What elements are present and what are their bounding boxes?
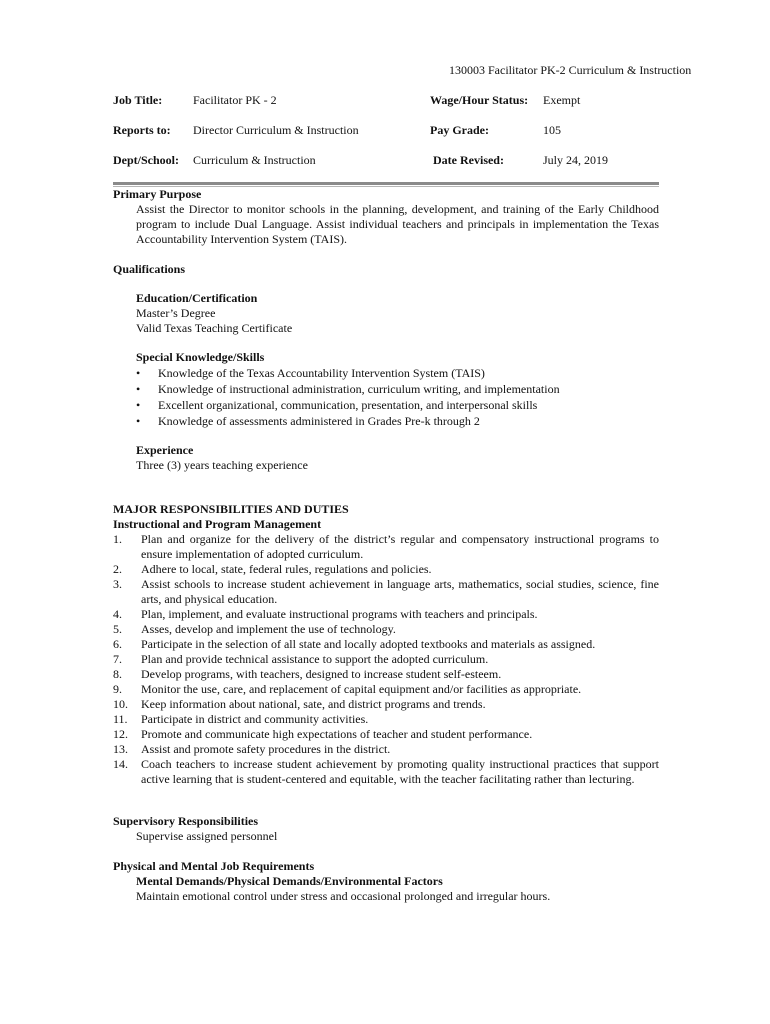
skills-list-item (113, 382, 659, 398)
document-id: 130003 Facilitator PK-2 Curriculum & Instruction (449, 63, 692, 77)
item-number: 5. (113, 622, 122, 636)
skills-list-item (113, 414, 659, 430)
bullet-icon: • (136, 414, 141, 428)
qualifications-heading: Qualifications (113, 262, 186, 276)
responsibility-item (113, 712, 659, 727)
experience-heading: Experience (136, 443, 194, 457)
item-number: 4. (113, 607, 122, 621)
item-number: 8. (113, 667, 122, 681)
header-row-dept (113, 153, 673, 168)
wage-status-label: Wage/Hour Status: (430, 93, 529, 107)
item-text: Assist schools to increase student achievement in language arts, mathematics, social studies, science, fine arts, and physical education. (141, 577, 659, 606)
qualifications-section (113, 262, 659, 277)
item-number: 6. (113, 637, 122, 651)
supervisory-section (113, 814, 659, 844)
item-text: Promote and communicate high expectations of teacher and student performance. (141, 727, 533, 741)
header-row-reports-to (113, 123, 673, 138)
physical-mental-heading: Physical and Mental Job Requirements (113, 859, 315, 873)
responsibility-item (113, 757, 659, 787)
item-text: Keep information about national, sate, and district programs and trends. (141, 697, 486, 711)
reports-to-value: Director Curriculum & Instruction (193, 123, 359, 137)
responsibility-item (113, 652, 659, 667)
experience-text: Three (3) years teaching experience (136, 458, 308, 472)
item-number: 13. (113, 742, 128, 756)
item-text: Assist and promote safety procedures in the district. (141, 742, 391, 756)
item-text: Develop programs, with teachers, designed to increase student self-esteem. (141, 667, 502, 681)
responsibility-item (113, 697, 659, 712)
skills-item-text: Knowledge of assessments administered in Grades Pre-k through 2 (158, 414, 480, 428)
pay-grade-label: Pay Grade: (430, 123, 489, 137)
job-title-value: Facilitator PK - 2 (193, 93, 277, 107)
education-section (113, 291, 659, 336)
item-text: Adhere to local, state, federal rules, regulations and policies. (141, 562, 432, 576)
responsibility-item (113, 682, 659, 697)
dept-school-label: Dept/School: (113, 153, 179, 167)
header-divider (113, 182, 659, 185)
responsibility-item (113, 637, 659, 652)
item-number: 3. (113, 577, 122, 591)
skills-section (113, 350, 659, 430)
item-number: 14. (113, 757, 128, 771)
responsibility-item (113, 742, 659, 757)
skills-item-text: Excellent organizational, communication, presentation, and interpersonal skills (158, 398, 538, 412)
dept-school-value: Curriculum & Instruction (193, 153, 316, 167)
primary-purpose-section (113, 187, 659, 247)
item-text: Participate in district and community activities. (141, 712, 369, 726)
item-text: Coach teachers to increase student achievement by promoting quality instructional practices that support active learning that is student-centered and equitable, with the teacher facilitating rather than lecturing. (141, 757, 659, 786)
physical-mental-subheading: Mental Demands/Physical Demands/Environmental Factors (136, 874, 443, 888)
item-number: 10. (113, 697, 128, 711)
skills-list (113, 366, 659, 430)
skills-item-text: Knowledge of instructional administration, curriculum writing, and implementation (158, 382, 560, 396)
responsibility-item (113, 532, 659, 562)
responsibility-item (113, 562, 659, 577)
job-title-label: Job Title: (113, 93, 163, 107)
skills-list-item (113, 398, 659, 414)
skills-item-text: Knowledge of the Texas Accountability Intervention System (TAIS) (158, 366, 485, 380)
responsibility-item (113, 607, 659, 622)
item-text: Participate in the selection of all state and locally adopted textbooks and materials as assigned. (141, 637, 596, 651)
supervisory-heading: Supervisory Responsibilities (113, 814, 259, 828)
bullet-icon: • (136, 382, 141, 396)
physical-mental-section (113, 859, 659, 904)
supervisory-text: Supervise assigned personnel (136, 829, 278, 843)
date-revised-label: Date Revised: (433, 153, 504, 167)
item-number: 9. (113, 682, 122, 696)
education-item: Master’s Degree (136, 306, 216, 320)
education-item: Valid Texas Teaching Certificate (136, 321, 293, 335)
responsibilities-heading: MAJOR RESPONSIBILITIES AND DUTIES (113, 502, 349, 516)
item-text: Plan, implement, and evaluate instructional programs with teachers and principals. (141, 607, 538, 621)
responsibilities-section (113, 502, 659, 787)
item-text: Plan and organize for the delivery of the district’s regular and compensatory instructional programs to ensure implementation of adopted curriculum. (141, 532, 659, 561)
responsibilities-subheading: Instructional and Program Management (113, 517, 322, 531)
date-revised-value: July 24, 2019 (543, 153, 609, 167)
item-text: Monitor the use, care, and replacement of capital equipment and/or facilities as appropriate. (141, 682, 582, 696)
item-number: 7. (113, 652, 122, 666)
item-number: 1. (113, 532, 122, 546)
wage-status-value: Exempt (543, 93, 581, 107)
item-text: Plan and provide technical assistance to support the adopted curriculum. (141, 652, 489, 666)
education-heading: Education/Certification (136, 291, 258, 305)
bullet-icon: • (136, 366, 141, 380)
skills-list-item (113, 366, 659, 382)
bullet-icon: • (136, 398, 141, 412)
physical-mental-text: Maintain emotional control under stress and occasional prolonged and irregular hours. (136, 889, 551, 903)
responsibilities-list (113, 532, 659, 787)
pay-grade-value: 105 (543, 123, 561, 137)
reports-to-label: Reports to: (113, 123, 171, 137)
responsibility-item (113, 577, 659, 607)
experience-section (113, 443, 659, 473)
item-number: 11. (113, 712, 128, 726)
responsibility-item (113, 727, 659, 742)
skills-heading: Special Knowledge/Skills (136, 350, 265, 364)
header-row-job-title (113, 93, 673, 108)
responsibility-item (113, 667, 659, 682)
item-number: 2. (113, 562, 122, 576)
responsibility-item (113, 622, 659, 637)
item-text: Asses, develop and implement the use of technology. (141, 622, 396, 636)
primary-purpose-text: Assist the Director to monitor schools in the planning, development, and training of the Early Childhood program to include Dual Language. Assist individual teachers and principals in implementation the Texas Accountability Intervention System (TAIS). (136, 202, 659, 246)
primary-purpose-heading: Primary Purpose (113, 187, 202, 201)
item-number: 12. (113, 727, 128, 741)
